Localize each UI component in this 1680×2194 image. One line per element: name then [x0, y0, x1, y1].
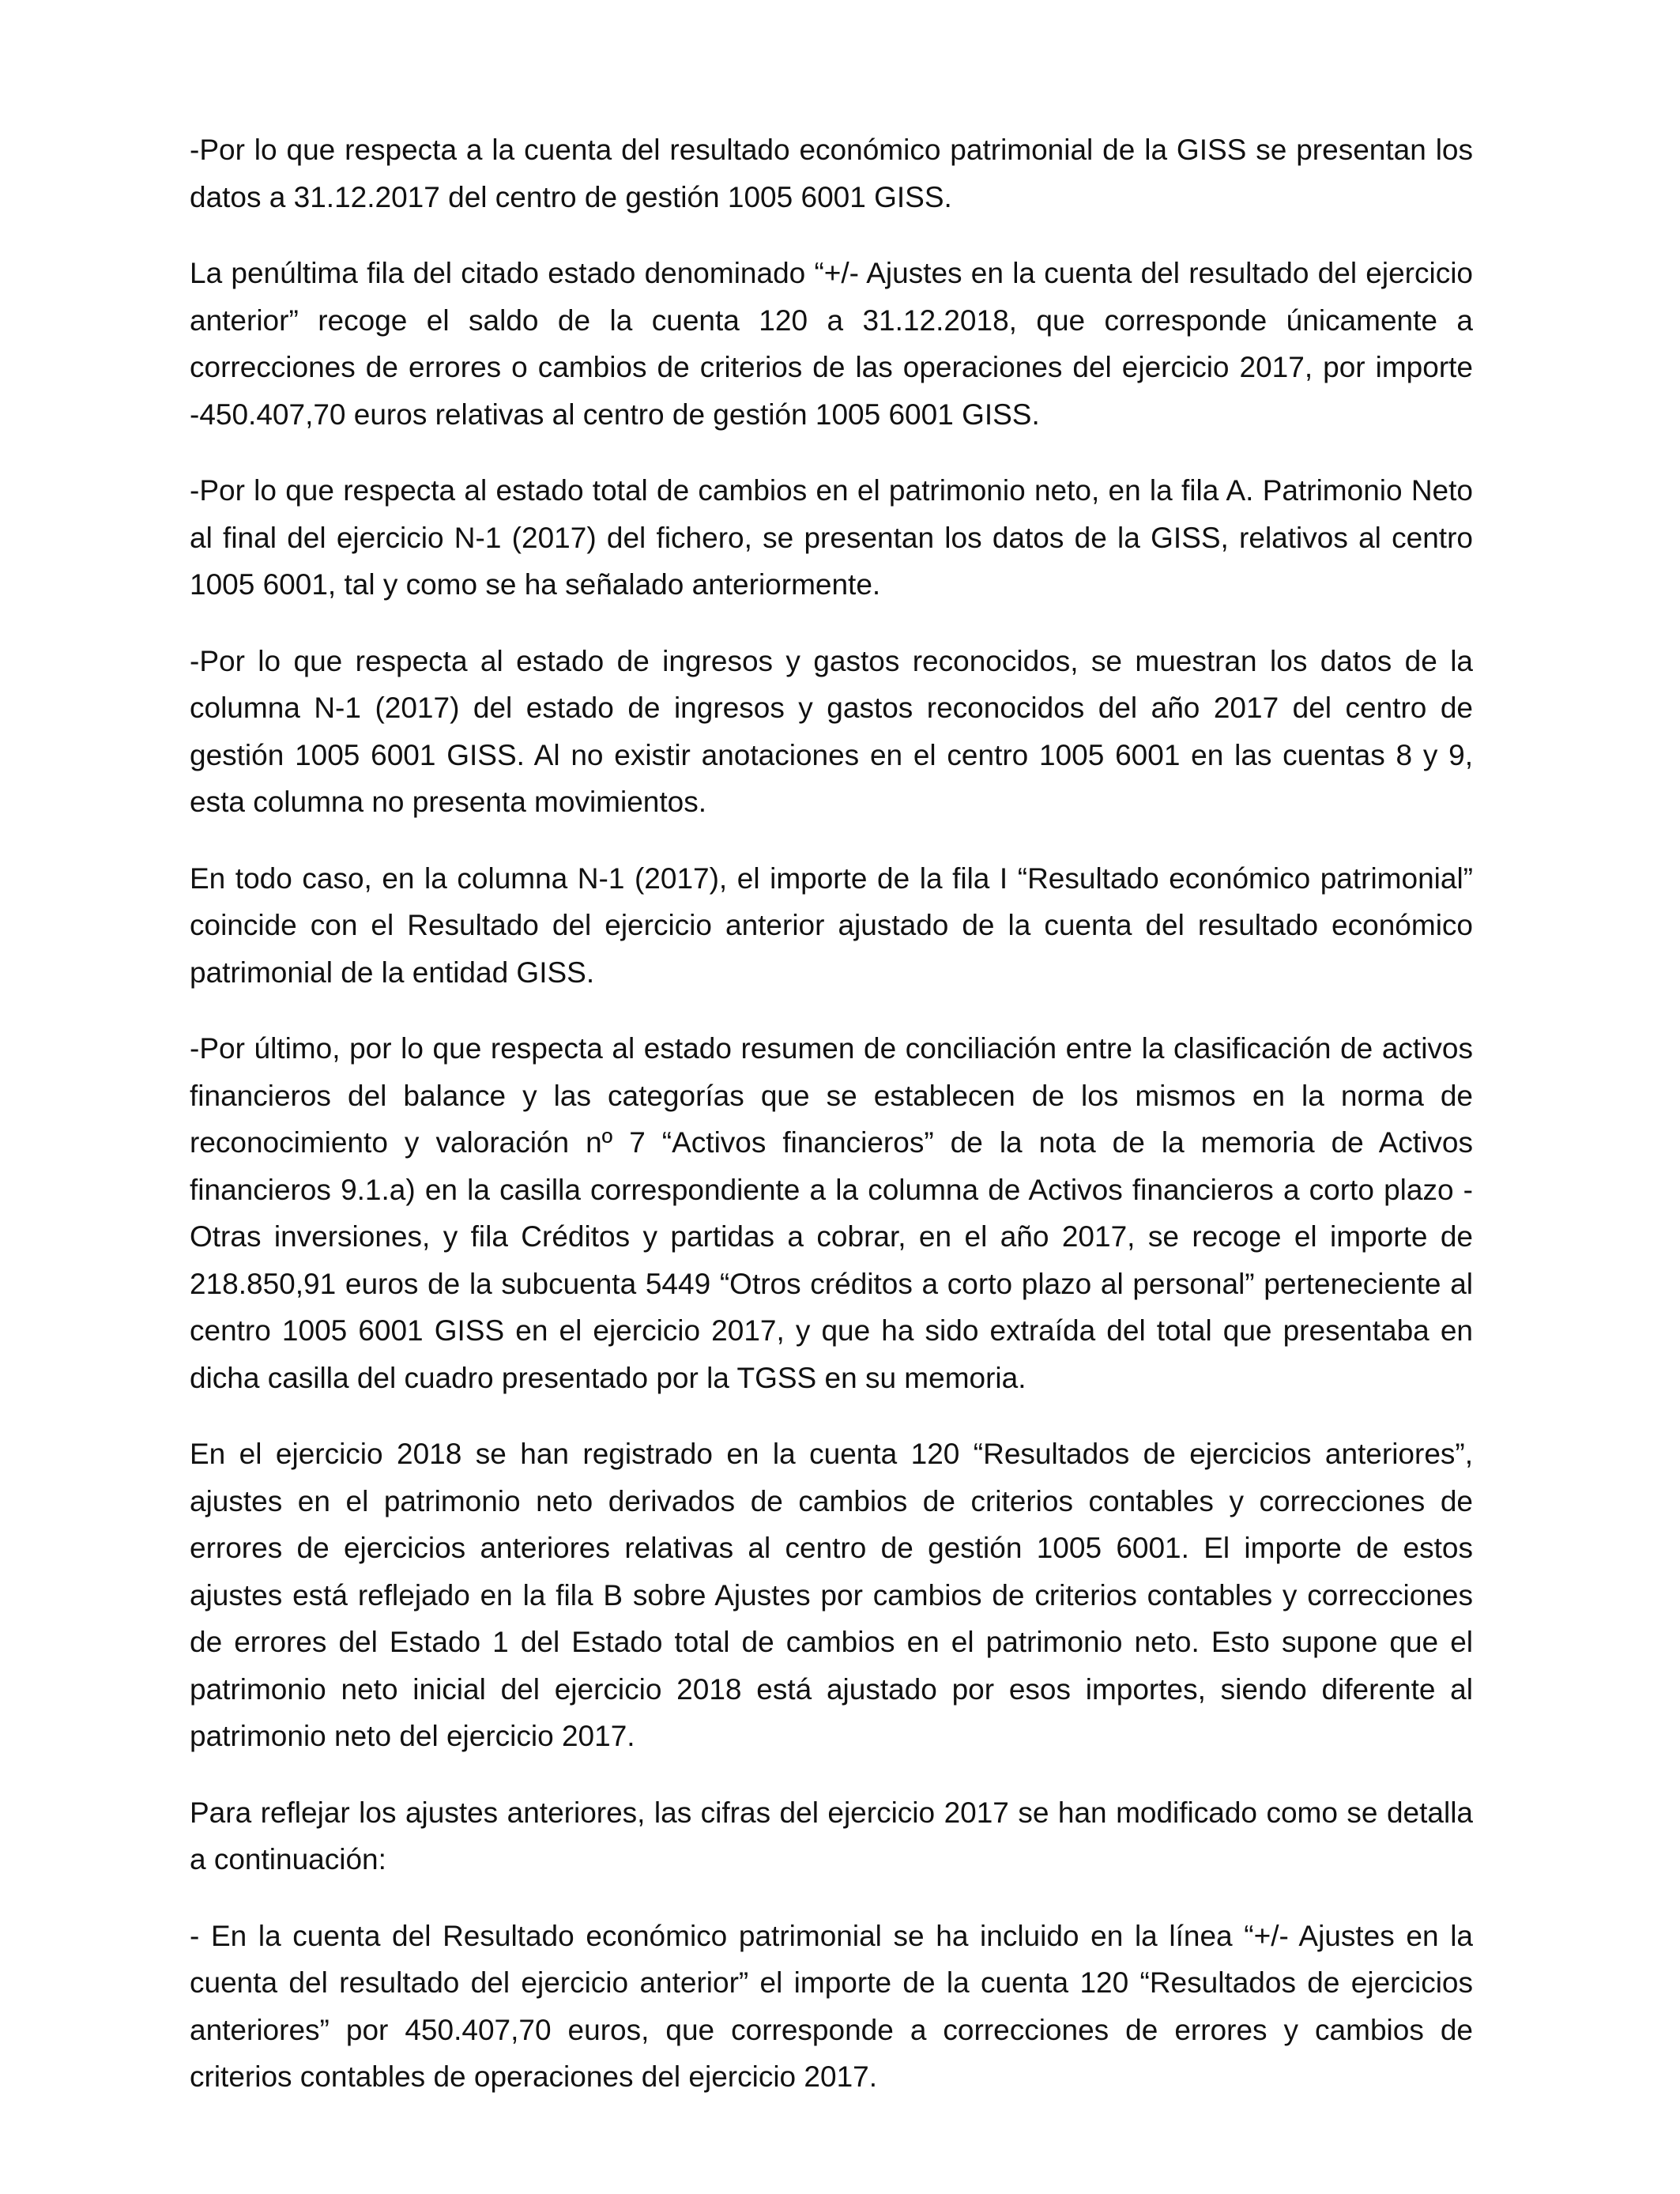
- paragraph-columna-n1: En todo caso, en la columna N-1 (2017), el importe de la fila I “Resultado económico patrimonial” coincide con el Resultado del ejercicio anterior ajustado de la cuenta del resultado económico patrimonial de la entidad GISS.: [190, 861, 1473, 989]
- paragraph-cambios-patrimonio-neto: -Por lo que respecta al estado total de cambios en el patrimonio neto, en la fila A. Patrimonio Neto al final del ejercicio N-1 (2017) del fichero, se presentan los datos de la GISS, relativos al centro 1005 6001, tal y como se ha señalado anteriormente.: [190, 474, 1473, 601]
- paragraph-cuenta-resultado-giss: -Por lo que respecta a la cuenta del resultado económico patrimonial de la GISS se presentan los datos a 31.12.2017 del centro de gestión 1005 6001 GISS.: [190, 134, 1473, 213]
- paragraph-penultima-fila: La penúltima fila del citado estado denominado “+/- Ajustes en la cuenta del resultado del ejercicio anterior” recoge el saldo de la cuenta 120 a 31.12.2018, que corresponde únicamente a correcciones de errores o cambios de criterios de las operaciones del ejercicio 2017, por importe -450.407,70 euros relativas al centro de gestión 1005 6001 GISS.: [190, 257, 1473, 431]
- paragraph-ingresos-gastos-reconocidos: -Por lo que respecta al estado de ingresos y gastos reconocidos, se muestran los datos de la columna N-1 (2017) del estado de ingresos y gastos reconocidos del año 2017 del centro de gestión 1005 6001 GISS. Al no existir anotaciones en el centro 1005 6001 en las cuentas 8 y 9, esta columna no presenta movimientos.: [190, 644, 1473, 818]
- paragraph-resultado-economico: - En la cuenta del Resultado económico patrimonial se ha incluido en la línea “+/- Ajustes en la cuenta del resultado del ejercicio anterior” el importe de la cuenta 120 “Resultados de ejercicios anteriores” por 450.407,70 euros, que corresponde a correcciones de errores y cambios de criterios contables de operaciones del ejercicio 2017.: [190, 1919, 1473, 2093]
- paragraph-conciliacion-activos: -Por último, por lo que respecta al estado resumen de conciliación entre la clasificación de activos financieros del balance y las categorías que se establecen de los mismos en la norma de reconocimiento y valoración nº 7 “Activos financieros” de la nota de la memoria de Activos financieros 9.1.a) en la casilla correspondiente a la columna de Activos financieros a corto plazo - Otras inversiones, y fila Créditos y partidas a cobrar, en el año 2017, se recoge el importe de 218.850,91 euros de la subcuenta 5449 “Otros créditos a corto plazo al personal” perteneciente al centro 1005 6001 GISS en el ejercicio 2017, y que ha sido extraída del total que presentaba en dicha casilla del cuadro presentado por la TGSS en su memoria.: [190, 1032, 1473, 1394]
- document-body: [190, 126, 1473, 2130]
- paragraph-ejercicio-2018: En el ejercicio 2018 se han registrado en la cuenta 120 “Resultados de ejercicios anteriores”, ajustes en el patrimonio neto derivados de cambios de criterios contables y correcciones de errores de ejercicios anteriores relativas al centro de gestión 1005 6001. El importe de estos ajustes está reflejado en la fila B sobre Ajustes por cambios de criterios contables y correcciones de errores del Estado 1 del Estado total de cambios en el patrimonio neto. Esto supone que el patrimonio neto inicial del ejercicio 2018 está ajustado por esos importes, siendo diferente al patrimonio neto del ejercicio 2017.: [190, 1438, 1473, 1752]
- paragraph-reflejar-ajustes: Para reflejar los ajustes anteriores, las cifras del ejercicio 2017 se han modificado como se detalla a continuación:: [190, 1796, 1473, 1875]
